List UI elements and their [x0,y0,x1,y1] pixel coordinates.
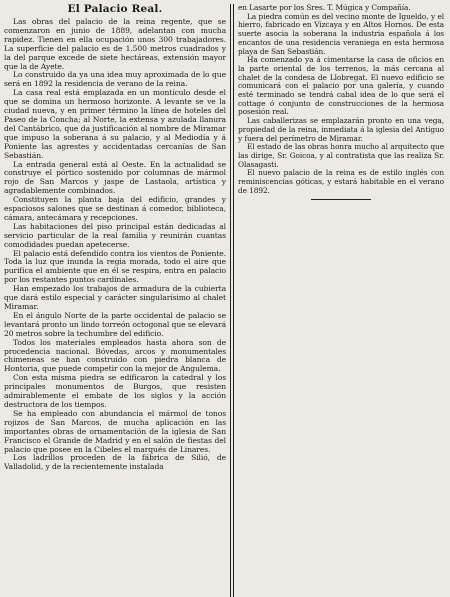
paragraph: Lo construido da ya una idea muy aproximada de lo que será en 1892 la residencia de verano de la reina. [4,70,226,89]
paragraph: Los ladrillos proceden de la fábrica de Silió, de Valladolid, y de la recientemente instalada [4,453,226,472]
paragraph: El estado de las obras honra mucho al arquitecto que las dirige, Sr. Goicoa, y al contratista que las realiza Sr. Olasagasti. [238,142,444,169]
paragraph: Han empezado los trabajos de armadura de la cubierta que dará estilo especial y carácter singularísimo al chalet Miramar. [4,284,226,311]
paragraph: En el ángulo Norte de la parte occidental de palacio se levantará pronto un lindo torreón octogonal que se elevará 20 metros sobre la techumbre del edificio. [4,310,226,338]
paragraph: en Lasarte por los Sres. T. Múgica y Compañía. [238,4,411,12]
end-rule [311,199,371,200]
paragraph: Las obras del palacio de la reina regente, que se comenzaron en junio de 1889, adelantan con mucha rapidez. Tienen en ella ocupación unos 300 trabajadores. La superficie del palacio es de 1.500 metros cuadrados y la del parque excede de siete hectáreas, extensión mayor que la de Ayete. [4,17,226,71]
paragraph: Todos los materiales empleados hasta ahora son de procedencia nacional. Bóvedas, arcos y monumentales chimeneas se han construido con piedra blanca de Hontoria, que puede competir con la mejor de Angulema. [4,337,226,374]
right-column [238,4,444,266]
paragraph: La piedra común es del vecino monte de Igueldo, y el hierro, fabricado en Vizcaya y en Altos Hornos. De esta suerte asocia la soberana la industria española á los encantos de una residencia veraniega en esta hermosa playa de San Sebastián. [238,11,444,56]
paragraph: Con esta misma piedra se edificaron la catedral y los principales monumentos de Burgos, que resisten admirablemente el embate de los siglos y la acción destructora de los tiempos. [4,373,226,409]
paragraph: Las caballerizas se emplazarán pronto en una vega, propiedad de la reina, inmediata á la iglesia del Antiguo y fuera del perímetro de Miramar. [238,116,444,143]
paragraph: La entrada general está al Oeste. En la actualidad se construye el pórtico sostenido por columnas de mármol rojo de San Marcos y jaspe de Lastaola, artística y agradablemente combinados. [4,159,226,196]
paragraph: La casa real está emplazada en un montículo desde el que se domina un hermoso horizonte. A levante se ve la ciudad nueva, y en primer término la línea de hoteles del Paseo de la Concha; al Norte, la extensa y azulada llanura del Cantábrico, que da justificación al nombre de Miramar que impuso la soberana á su palacio, y al Mediodía y á Poniente las agrestes y accidentadas cercanías de San Sebastián. [4,88,226,160]
column-rule [230,4,231,597]
article-title: El Palacio Real. [67,3,163,15]
paragraph: El nuevo palacio de la reina es de estilo inglés con reminiscencias góticas, y estará habitable en el verano de 1892. [238,168,444,195]
column-rule [233,4,234,597]
paragraph: Se ha empleado con abundancia el mármol de tonos rojizos de San Marcos, de mucha aplicación en las importantes obras de ornamentación de la iglesia de San Francisco el Grande de Madrid y en el salón de fiestas del palacio que posee en la Cibeles el marqués de Linares. [4,408,226,454]
paragraph: El palacio está defendido contra los vientos de Poniente. Toda la luz que inunda la regia morada, todo el aire que purifica el ambiente que en él se respira, entra en palacio por los restantes puntos cardinales. [4,248,226,285]
paragraph: Ha comenzado ya á cimentarse la casa de oficios en la parte oriental de los terrenos, la más cercana al chalet de la condesa de Llobregat. El nuevo edificio se comunicará con el palacio por una galería, y cuando esté terminado se tendrá cabal idea de lo que será el cottage ó conjunto de construcciones de la hermosa posesión real. [238,55,444,117]
paragraph: Constituyen la planta baja del edificio, grandes y espaciosos salones que se destinan á comedor, biblioteca, cámara, antecámara y recepciones. [4,195,226,222]
left-column [4,2,226,595]
paragraph: Las habitaciones del piso principal están dedicadas al servicio particular de la real familia y reunirán cuantas comodidades puedan apetecerse. [4,221,226,249]
